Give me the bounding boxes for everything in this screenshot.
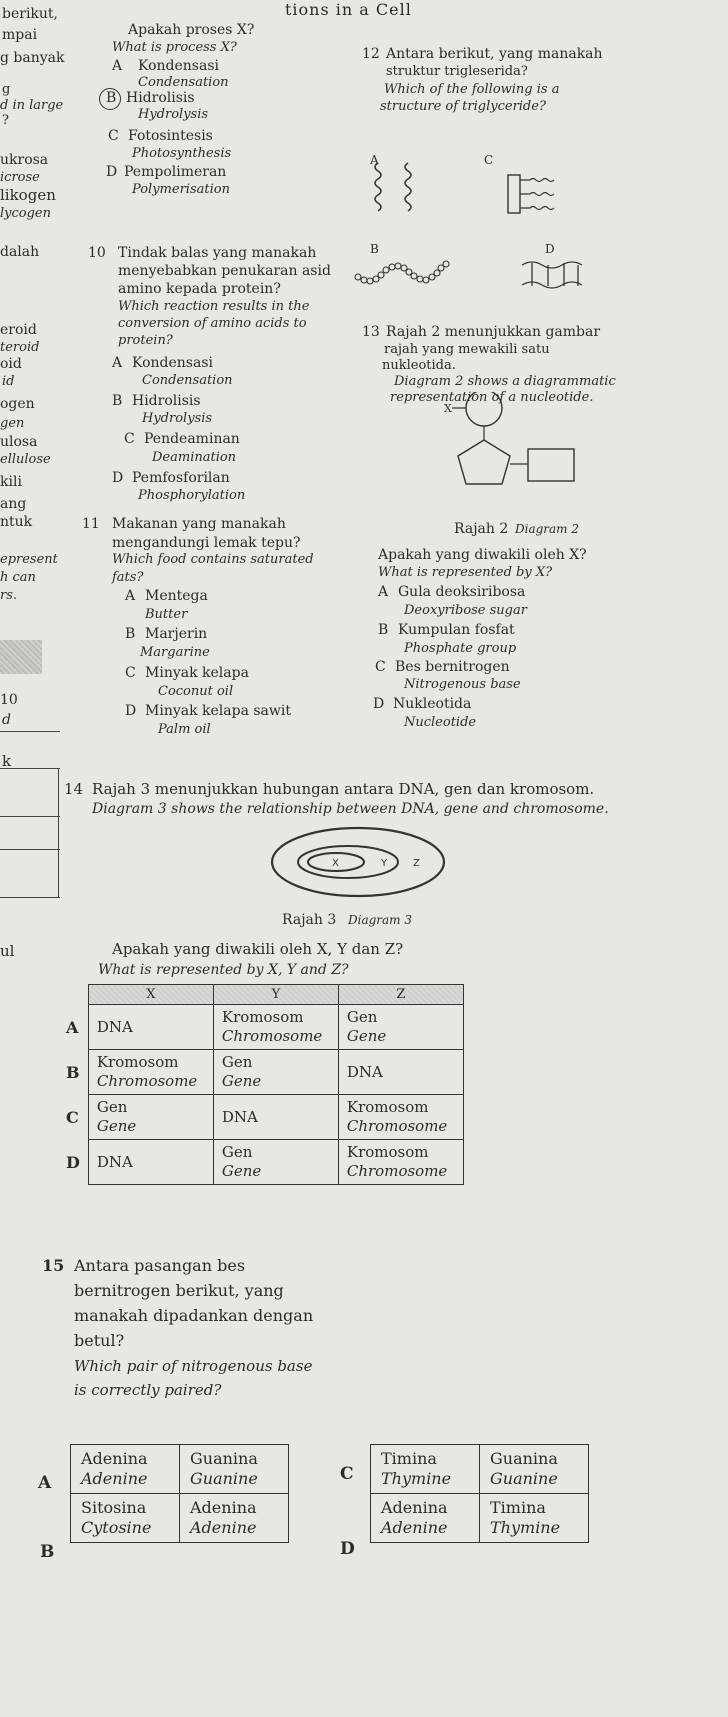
q9-option-letter: B [106,90,117,106]
q14-stem-ms: Rajah 3 menunjukkan hubungan antara DNA, gen dan kromosom. [92,780,595,798]
cell-en: Gene [221,1072,262,1090]
margin-text: epresent [0,552,58,567]
dna-gene-chromosome-rings [268,822,448,902]
q13-option-d-en: Nucleotide [404,715,477,730]
q15-options-ab-table [70,1444,289,1543]
q12-stem-ms: Antara berikut, yang manakah [386,46,603,62]
base-en: Adenine [190,1518,257,1537]
helix-shape-a1 [375,163,381,211]
q10-option-c[interactable]: Pendeaminan [144,431,240,447]
q13-option-letter: B [378,622,389,638]
margin-text: lycogen [0,206,51,221]
q9-stem-ms: Apakah proses X? [128,22,255,38]
q12-option-c-label[interactable]: C [484,153,494,167]
margin-text: ul [0,942,15,960]
base-en: Adenine [381,1518,448,1537]
margin-text: berikut, [2,6,58,22]
q11-stem-ms: mengandungi lemak tepu? [112,535,301,551]
q12-option-a-label[interactable]: A [370,153,379,167]
cell-en: Chromosome [346,1117,448,1135]
cell-ms: Kromosom [346,1143,429,1161]
sugar-pentagon [458,440,510,484]
header-x: X [88,985,213,1005]
nucleotide-diagram [440,392,580,512]
q15-option-d[interactable] [371,1494,589,1543]
q13-number: 13 [362,324,380,340]
fatty-acid-chain [520,207,554,210]
q10-stem-ms: menyebabkan penukaran asid [118,263,331,279]
cell-ms: Gen [96,1098,128,1116]
q14-question-ms: Apakah yang diwakili oleh X, Y dan Z? [112,940,404,958]
q15-option-b[interactable] [71,1494,289,1543]
cell-ms: Gen [221,1053,253,1071]
margin-text: icrose [0,170,40,185]
cell-ms: DNA [96,1152,133,1171]
q14-answer-table [66,984,464,1185]
q10-number: 10 [88,245,106,261]
q13-option-c-en: Nitrogenous base [404,677,521,692]
table-row[interactable] [66,1050,463,1095]
q10-stem-ms: Tindak balas yang manakah [118,245,317,261]
row-letter: A [66,1017,79,1037]
q12-stem-en: Which of the following is a [384,82,560,97]
phosphate-circle [466,392,502,426]
q10-option-c-en: Deamination [152,450,237,465]
q9-option-letter: D [106,164,118,180]
cell-ms: DNA [221,1107,258,1126]
margin-text: dalah [0,244,40,260]
base-ms: Adenina [381,1498,448,1517]
q10-stem-ms: amino kepada protein? [118,281,281,297]
q10-option-d[interactable]: Pemfosforilan [132,470,230,486]
base-en: Guanine [190,1469,258,1488]
cell-ms: Kromosom [96,1053,179,1071]
margin-text: ntuk [0,514,33,530]
q13-stem-ms: nukleotida. [382,358,456,373]
margin-text: ang [0,496,27,512]
ring-label-z: Z [413,858,420,869]
q15-stem-ms: Antara pasangan bes [74,1256,246,1275]
cell-en: Chromosome [96,1072,198,1090]
q12-stem-en: structure of triglyceride? [380,99,546,114]
margin-text: g banyak [0,50,65,66]
q14-caption-en: Diagram 3 [348,913,413,927]
q10-option-d-en: Phosphorylation [138,488,246,503]
q10-option-b-en: Hydrolysis [142,411,213,426]
q10-option-a-en: Condensation [142,373,233,388]
margin-text: g [2,82,11,97]
q9-option-d[interactable]: Pempolimeran [124,164,227,180]
q11-option-a[interactable]: Mentega [145,588,208,604]
q14-caption-ms: Rajah 3 [282,912,337,928]
q11-stem-en: fats? [112,570,144,585]
q10-stem-en: conversion of amino acids to [118,316,307,331]
base-ms: Guanina [490,1449,558,1468]
q13-question-ms: Apakah yang diwakili oleh X? [378,547,587,563]
q12-option-d-label[interactable]: D [545,242,555,256]
margin-text: k [2,752,12,770]
q9-option-b-en: Hydrolysis [138,107,209,122]
q13-option-a-en: Deoxyribose sugar [404,603,527,618]
q14-number: 14 [64,780,84,798]
q13-option-b[interactable]: Kumpulan fosfat [398,622,515,638]
row-letter: B [66,1062,80,1082]
margin-text: rs. [0,588,18,603]
q11-option-d-en: Palm oil [158,722,211,737]
q13-option-c[interactable]: Bes bernitrogen [395,659,510,675]
q15-option-c[interactable] [371,1445,589,1494]
fatty-acid-chain [520,179,554,182]
cell-en: Gene [96,1117,137,1135]
triglyceride-structures-diagram [350,155,590,305]
q10-option-letter: D [112,470,124,486]
q11-stem-en: Which food contains saturated [112,552,314,567]
q11-option-letter: D [125,703,137,719]
margin-text: likogen [0,186,56,204]
q14-question-en: What is represented by X, Y and Z? [98,962,349,978]
q15-option-letter: D [340,1539,355,1559]
q11-number: 11 [82,516,100,532]
margin-text: d [2,712,11,728]
cell-ms: Kromosom [221,1008,304,1026]
q9-option-a[interactable]: Kondensasi [138,58,219,74]
q13-option-d[interactable]: Nukleotida [393,696,472,712]
q15-stem-en: is correctly paired? [74,1381,222,1399]
margin-text: ellulose [0,452,51,467]
page-header-fragment: tions in a Cell [285,0,412,19]
q11-option-c[interactable]: Minyak kelapa [145,665,249,681]
margin-table-fragment [0,640,42,674]
ring-label-x: X [332,858,339,869]
q13-caption-ms: Rajah 2 [454,521,509,537]
header-y: Y [213,985,338,1005]
q9-option-a-en: Condensation [138,75,229,90]
q15-number: 15 [42,1256,65,1275]
margin-text: ogen [0,396,35,412]
q12-number: 12 [362,46,380,62]
margin-text: ? [2,113,9,128]
header-z: Z [338,985,463,1005]
cell-ms: DNA [346,1062,383,1081]
q9-option-c-en: Photosynthesis [132,146,232,161]
q11-option-letter: A [125,588,136,604]
q11-option-d[interactable]: Minyak kelapa sawit [145,703,291,719]
margin-text: ulosa [0,434,38,450]
q11-option-b[interactable]: Marjerin [145,626,208,642]
margin-text: ukrosa [0,152,49,168]
q13-option-letter: D [373,696,385,712]
cell-en: Chromosome [221,1027,323,1045]
q15-stem-en: Which pair of nitrogenous base [74,1357,313,1375]
q15-option-a[interactable] [71,1445,289,1494]
q12-option-b-label[interactable]: B [370,242,379,256]
q10-option-letter: B [112,393,123,409]
polymer-ladder [522,262,582,288]
q13-question-en: What is represented by X? [378,565,553,580]
margin-text: mpai [2,27,38,43]
fatty-acid-chain [520,193,554,196]
q13-stem-ms: Rajah 2 menunjukkan gambar [386,324,601,340]
q9-option-letter: A [112,58,123,74]
cell-en: Chromosome [346,1162,448,1180]
cell-ms: Gen [221,1143,253,1161]
margin-text: eroid [0,322,37,338]
q10-stem-en: protein? [118,333,173,348]
q9-option-c[interactable]: Fotosintesis [128,128,213,144]
margin-text: gen [0,416,25,431]
margin-text: teroid [0,340,40,355]
q11-option-letter: B [125,626,136,642]
margin-text: d in large [0,98,64,113]
q12-stem-ms: struktur trigleserida? [386,64,528,79]
base-en: Thymine [490,1518,561,1537]
base-ms: Timina [381,1449,437,1468]
base-ms: Adenina [81,1449,148,1468]
base-en: Thymine [381,1469,452,1488]
q15-option-letter: A [38,1473,52,1493]
q11-option-a-en: Butter [145,607,188,622]
base-en: Adenine [81,1469,148,1488]
helix-shape-a2 [405,163,411,211]
margin-text: 10 [0,692,18,708]
q10-option-b[interactable]: Hidrolisis [132,393,201,409]
q14-stem-en: Diagram 3 shows the relationship between DNA, gene and chromosome. [92,801,609,817]
q10-option-letter: A [112,355,123,371]
q15-stem-ms: betul? [74,1331,125,1350]
q9-option-letter: C [108,128,119,144]
q15-option-letter: C [340,1464,354,1484]
q10-stem-en: Which reaction results in the [118,299,310,314]
ring-label-y: Y [381,858,388,869]
table-row[interactable] [66,1005,463,1050]
base-ms: Sitosina [81,1498,147,1517]
x-label: X [444,402,452,415]
base-ms: Timina [490,1498,546,1517]
q13-stem-en: representation of a nucleotide. [390,390,594,405]
table-row[interactable] [66,1140,463,1185]
q10-option-a[interactable]: Kondensasi [132,355,213,371]
cell-en: Gene [221,1162,262,1180]
q15-options-cd-table [370,1444,589,1543]
base-rectangle [528,449,574,481]
cell-en: Gene [346,1027,387,1045]
q11-option-letter: C [125,665,136,681]
q11-option-b-en: Margarine [140,645,210,660]
base-ms: Adenina [190,1498,257,1517]
q11-stem-ms: Makanan yang manakah [112,516,286,532]
q11-option-c-en: Coconut oil [158,684,234,699]
cell-ms: Kromosom [346,1098,429,1116]
q13-option-letter: A [378,584,389,600]
q13-stem-ms: rajah yang mewakili satu [384,342,550,357]
q13-stem-en: Diagram 2 shows a diagrammatic [394,374,616,389]
table-row[interactable] [66,1095,463,1140]
base-en: Guanine [490,1469,558,1488]
margin-text: kili [0,474,22,490]
q13-option-b-en: Phosphate group [404,641,517,656]
row-letter: C [66,1107,79,1127]
cell-ms: DNA [96,1017,133,1036]
q9-option-d-en: Polymerisation [132,182,230,197]
margin-text: id [2,374,15,389]
margin-text: h can [0,570,36,585]
q15-stem-ms: manakah dipadankan dengan [74,1306,314,1325]
cell-ms: Gen [346,1008,378,1026]
q15-option-letter: B [40,1542,55,1562]
glycerol-box [508,175,520,213]
margin-text: oid [0,356,22,372]
base-en: Cytosine [81,1518,152,1537]
q13-caption-en: Diagram 2 [515,522,580,536]
q13-option-a[interactable]: Gula deoksiribosa [398,584,526,600]
monomer-chain [355,261,449,284]
q9-stem-en: What is process X? [112,40,237,55]
row-letter: D [66,1152,80,1172]
q15-stem-ms: bernitrogen berikut, yang [74,1281,284,1300]
base-ms: Guanina [190,1449,258,1468]
q13-option-letter: C [375,659,386,675]
q10-option-letter: C [124,431,135,447]
q9-option-b[interactable]: Hidrolisis [126,90,195,106]
